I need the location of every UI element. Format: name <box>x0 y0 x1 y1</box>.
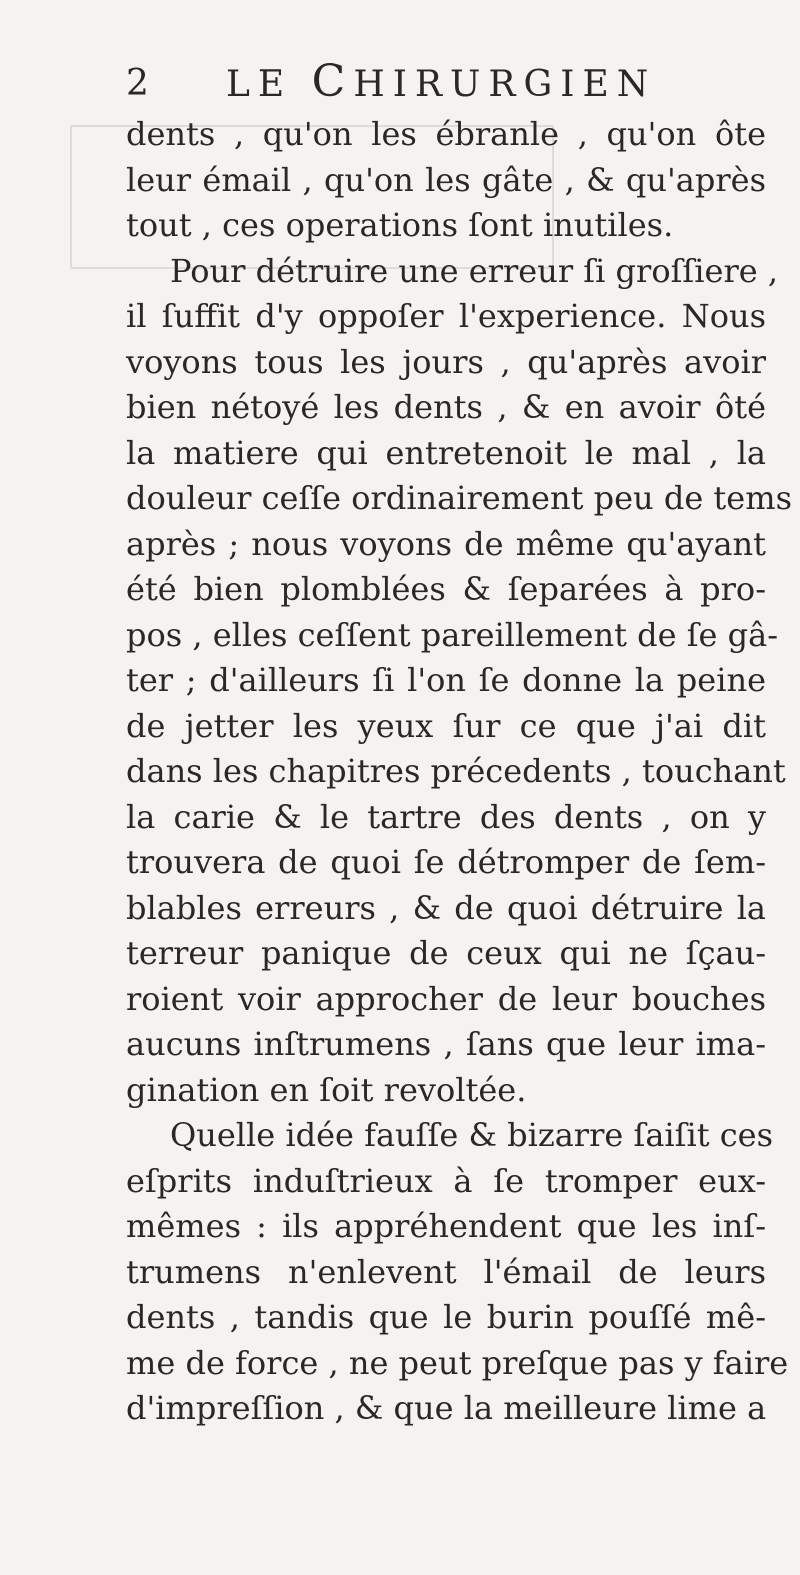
text-line: douleur ceſſe ordinairement peu de tems <box>126 479 792 517</box>
text-line: dents , qu'on les ébranle , qu'on ôte <box>126 115 766 153</box>
running-title-initial: C <box>311 56 354 107</box>
text-line: après ; nous voyons de même qu'ayant <box>126 524 766 563</box>
page-header <box>126 56 686 107</box>
text-line: été bien plomblées & ſeparées à pro- <box>126 570 766 608</box>
running-title-prefix: LE <box>226 64 312 105</box>
text-line: de jetter les yeux ſur ce que j'ai dit <box>126 706 766 745</box>
text-line: blables erreurs , & de quoi détruire la <box>126 888 766 927</box>
running-title <box>226 56 657 107</box>
text-line: la matiere qui entretenoit le mal , la <box>126 433 766 472</box>
page-number: 2 <box>126 63 149 104</box>
text-line: Quelle idée fauſſe & bizarre ſaiſit ces <box>170 1116 774 1154</box>
text-line: d'impreſſion , & que la meilleure lime a <box>126 1389 767 1427</box>
text-line: eſprits induſtrieux à ſe tromper eux- <box>126 1161 766 1200</box>
text-line: ter ; d'ailleurs ſi l'on ſe donne la peine <box>126 661 766 699</box>
text-line: voyons tous les jours , qu'après avoir <box>126 342 766 381</box>
text-line: aucuns inſtrumens , ſans que leur ima- <box>126 1025 766 1063</box>
body-text <box>126 112 792 1432</box>
text-line: dents , tandis que le burin pouſſé mê- <box>126 1298 766 1336</box>
running-title-rest: HIRURGIEN <box>353 64 657 105</box>
text-line: roient voir approcher de leur bouches <box>126 979 766 1018</box>
text-line: leur émail , qu'on les gâte , & qu'après <box>126 160 766 199</box>
text-line: dans les chapitres précedents , touchant <box>126 752 786 790</box>
text-line: trouvera de quoi ſe détromper de ſem- <box>126 843 766 881</box>
text-line: pos , elles ceſſent pareillement de ſe gâ- <box>126 615 779 654</box>
text-line: Pour détruire une erreur ſi groſſiere , <box>170 251 779 290</box>
text-line: trumens n'enlevent l'émail de leurs <box>126 1252 766 1291</box>
text-line: bien nétoyé les dents , & en avoir ôté <box>126 388 766 426</box>
text-line: mêmes : ils appréhendent que les inſ- <box>126 1207 766 1245</box>
text-line: tout , ces operations ſont inutiles. <box>126 206 674 244</box>
text-line: la carie & le tartre des dents , on y <box>126 797 766 836</box>
text-line: me de force , ne peut preſque pas y faire <box>126 1343 789 1382</box>
text-line: gination en ſoit revoltée. <box>126 1070 527 1109</box>
text-line: il ſuffit d'y oppoſer l'experience. Nous <box>126 297 766 335</box>
text-line: terreur panique de ceux qui ne ſçau- <box>126 934 766 972</box>
